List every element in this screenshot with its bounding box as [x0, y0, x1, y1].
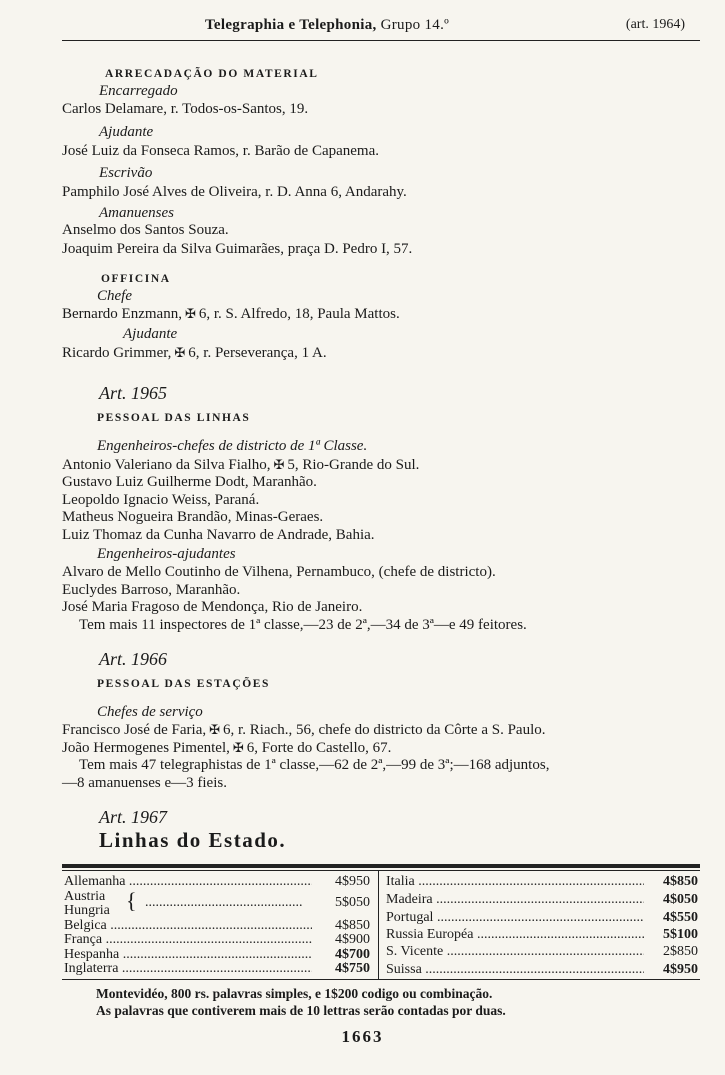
entry-ajudante: José Luiz da Fonseca Ramos, r. Barão de Capanema.	[62, 143, 379, 159]
rate-price: 4$950	[335, 874, 370, 889]
label-ajudante: Ajudante	[99, 124, 154, 140]
label-encarregado: Encarregado	[99, 83, 178, 99]
rate-country: S. Vicente .....	[386, 944, 644, 960]
label-engenheiros-chefes: Engenheiros-chefes de districto de 1ª Classe.	[97, 438, 368, 454]
article-1967: Art. 1967	[99, 807, 168, 827]
cross-of-order-icon: ✠	[232, 740, 244, 755]
page-number: 1663	[341, 1027, 384, 1046]
entry-officina-ajudante	[62, 344, 327, 362]
article-1966: Art. 1966	[99, 649, 168, 669]
table-column-divider	[378, 871, 379, 979]
section-heading-pessoal-estacoes: PESSOAL DAS ESTAÇÕES	[97, 678, 271, 690]
chefe-servico-name: João Hermogenes Pimentel,	[62, 740, 230, 756]
cross-of-order-icon: ✠	[174, 345, 186, 360]
cross-of-order-icon: ✠	[209, 722, 221, 737]
entry-engenheiro-ajudante: Euclydes Barroso, Maranhão.	[62, 582, 241, 598]
rate-price: 5$050	[335, 895, 370, 910]
entry-chefe-servico	[62, 739, 391, 757]
rate-country: Austria	[64, 889, 106, 904]
linhas-estado-title: Linhas do Estado.	[99, 828, 287, 852]
section-heading-officina: OFFICINA	[101, 273, 171, 285]
rate-price: 4$850	[663, 874, 698, 889]
tariff-note: Montevidéo, 800 rs. palavras simples, e 1$200 codigo ou combinação.	[96, 986, 493, 1001]
rate-country: Allemanha .....	[64, 874, 312, 890]
officina-chefe-name: Bernardo Enzmann,	[62, 306, 182, 322]
tariff-note: As palavras que contiverem mais de 10 lettras serão contadas por duas.	[96, 1003, 506, 1018]
entry-amanuense: Joaquim Pereira da Silva Guimarães, praça D. Pedro I, 57.	[62, 241, 413, 257]
entry-chefe-servico	[62, 721, 545, 739]
chefe-servico-rest: 6, Forte do Castello, 67.	[246, 740, 392, 756]
rate-country: Madeira .....	[386, 892, 644, 908]
officina-ajudante-rest: 6, r. Perseverança, 1 A.	[188, 345, 327, 361]
running-header	[205, 17, 685, 39]
chefe-servico-name: Francisco José de Faria,	[62, 722, 207, 738]
header-title-group	[205, 17, 449, 34]
label-chefe: Chefe	[97, 288, 132, 304]
rate-price: 5$100	[663, 927, 698, 942]
section-heading-pessoal-linhas: PESSOAL DAS LINHAS	[97, 412, 251, 424]
brace-symbol: {	[126, 888, 137, 913]
rate-price: 4$750	[335, 961, 370, 976]
rate-price: 4$700	[335, 947, 370, 962]
section-heading-arrecadacao: ARRECADAÇÃO DO MATERIAL	[105, 68, 319, 80]
label-amanuenses: Amanuenses	[99, 205, 174, 221]
rate-country: França .....	[64, 932, 312, 948]
rate-country: Portugal .....	[386, 910, 644, 926]
label-officina-ajudante: Ajudante	[123, 326, 178, 342]
rate-country: Suissa .....	[386, 962, 644, 978]
entry-officina-chefe	[62, 305, 400, 323]
entry-engenheiro-chefe: Leopoldo Ignacio Weiss, Paraná.	[62, 492, 260, 508]
entry-amanuense: Anselmo dos Santos Souza.	[62, 222, 229, 238]
engenheiro-name: Antonio Valeriano da Silva Fialho,	[62, 457, 271, 473]
label-engenheiros-ajudantes: Engenheiros-ajudantes	[97, 546, 236, 562]
table-rule-top-inner	[62, 870, 700, 871]
rate-price: 4$900	[335, 932, 370, 947]
rate-price: 4$950	[663, 962, 698, 977]
label-escrivao: Escrivão	[99, 165, 153, 181]
article-1965: Art. 1965	[99, 383, 168, 403]
header-title: Telegraphia e Telephonia,	[205, 17, 377, 33]
cross-of-order-icon: ✠	[273, 457, 285, 472]
rate-country: Hespanha .....	[64, 947, 312, 963]
label-chefes-servico: Chefes de serviço	[97, 704, 203, 720]
rate-price: 4$050	[663, 892, 698, 907]
table-rule-bottom	[62, 979, 700, 980]
entry-engenheiro-ajudante: Alvaro de Mello Coutinho de Vilhena, Pernambuco, (chefe de districto).	[62, 564, 496, 580]
entry-engenheiro-chefe: Matheus Nogueira Brandão, Minas-Geraes.	[62, 509, 324, 525]
tem-mais-estacoes: Tem mais 47 telegraphistas de 1ª classe,—62 de 2ª,—99 de 3ª;—168 adjuntos,	[79, 757, 550, 773]
entry-engenheiro-chefe: Luiz Thomaz da Cunha Navarro de Andrade, Bahia.	[62, 527, 375, 543]
officina-ajudante-name: Ricardo Grimmer,	[62, 345, 172, 361]
rate-country: Italia .....	[386, 874, 644, 890]
rate-price: 4$550	[663, 910, 698, 925]
rate-country: Inglaterra .....	[64, 961, 312, 977]
entry-engenheiro-chefe: Gustavo Luiz Guilherme Dodt, Maranhão.	[62, 474, 317, 490]
rate-country: Hungria	[64, 903, 110, 918]
tem-mais-estacoes-cont: —8 amanuenses e—3 fieis.	[62, 775, 227, 791]
rate-country: Belgica .....	[64, 918, 312, 934]
header-art-ref: (art. 1964)	[625, 17, 685, 32]
officina-chefe-rest: 6, r. S. Alfredo, 18, Paula Mattos.	[198, 306, 400, 322]
entry-engenheiro-ajudante: José Maria Fragoso de Mendonça, Rio de Janeiro.	[62, 599, 363, 615]
header-rule	[62, 40, 700, 41]
entry-encarregado: Carlos Delamare, r. Todos-os-Santos, 19.	[62, 101, 309, 117]
engenheiro-rest: 5, Rio-Grande do Sul.	[287, 457, 420, 473]
tem-mais-linhas: Tem mais 11 inspectores de 1ª classe,—23 de 2ª,—34 de 3ª—e 49 feitores.	[79, 617, 527, 633]
cross-of-order-icon: ✠	[184, 306, 196, 321]
table-rule-top	[62, 864, 700, 868]
chefe-servico-rest: 6, r. Riach., 56, chefe do districto da Côrte a S. Paulo.	[223, 722, 546, 738]
rate-price: 4$850	[335, 918, 370, 933]
brace-dots: .............................................	[145, 895, 303, 910]
entry-escrivao: Pamphilo José Alves de Oliveira, r. D. Anna 6, Andarahy.	[62, 184, 407, 200]
header-group: Grupo 14.º	[380, 17, 450, 33]
entry-engenheiro-chefe	[62, 456, 419, 474]
rate-country: Russia Européa .....	[386, 927, 644, 943]
rate-price: 2$850	[663, 944, 698, 959]
